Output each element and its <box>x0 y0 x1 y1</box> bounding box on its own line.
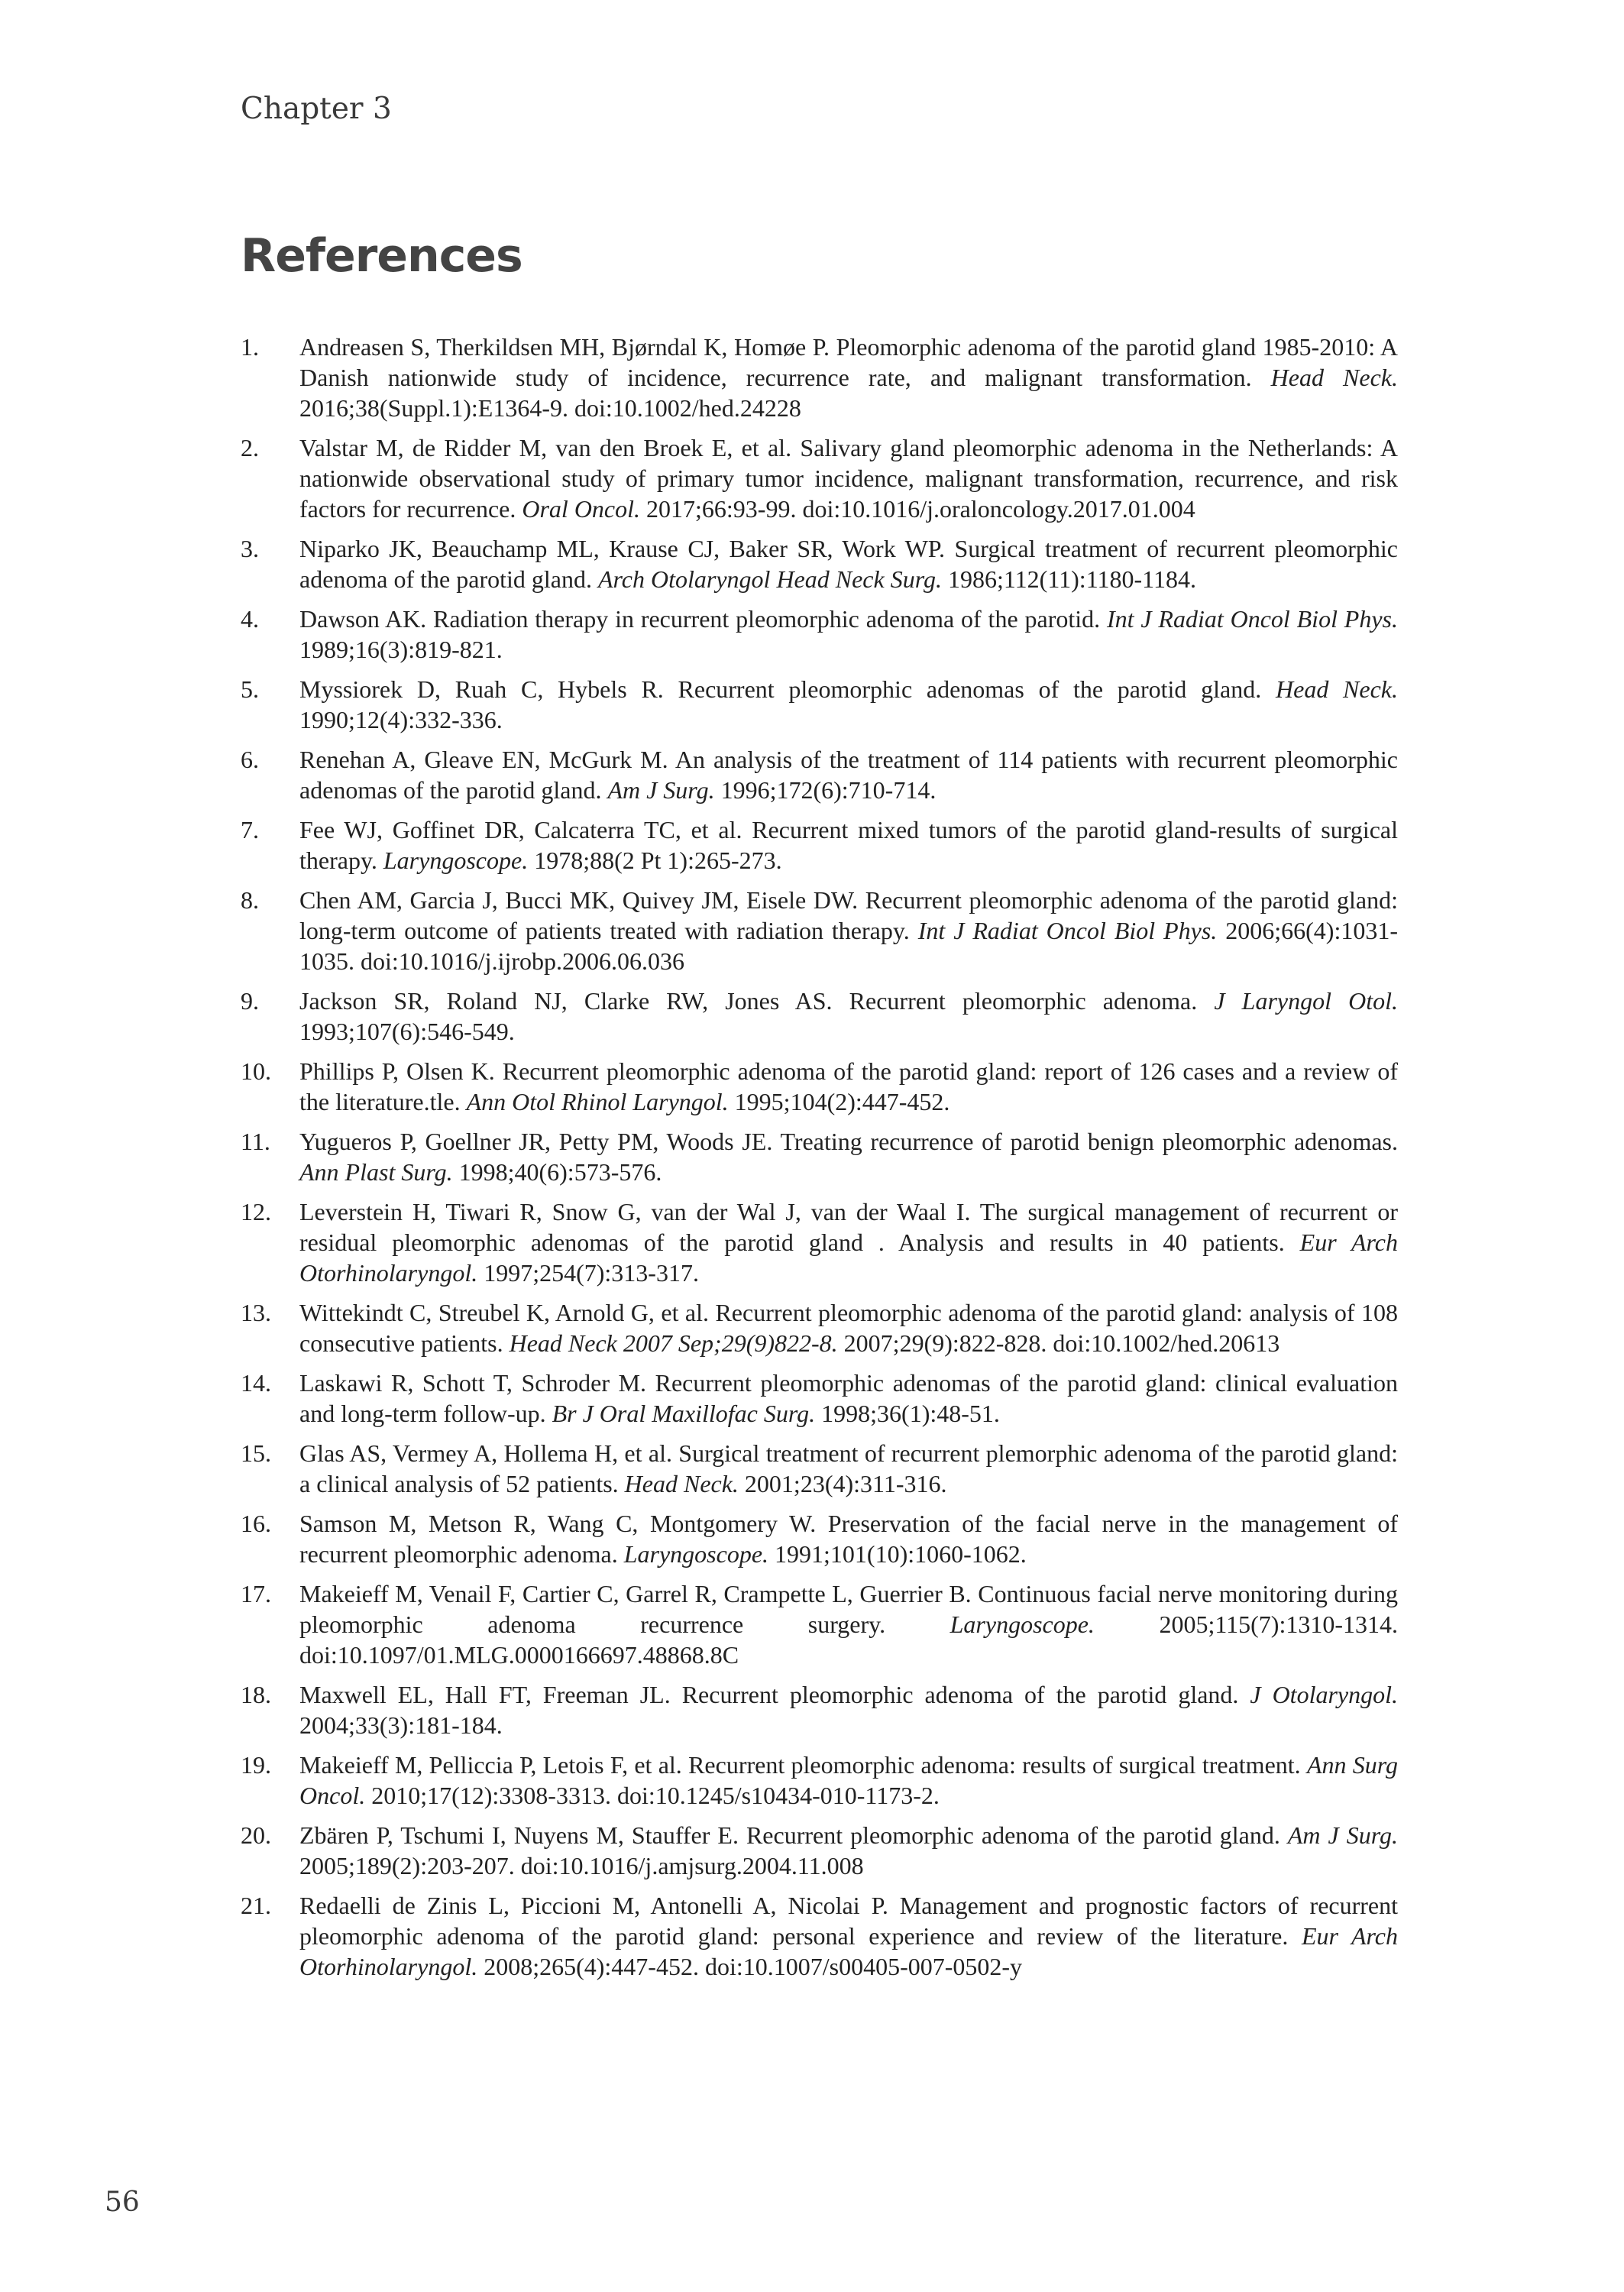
reference-authors-title: Myssiorek D, Ruah C, Hybels R. Recurrent pleomorphic adenomas of the parotid gland. <box>299 675 1276 703</box>
reference-item <box>241 1368 1398 1429</box>
reference-item <box>241 1438 1398 1499</box>
reference-citation: 1997;254(7):313-317. <box>477 1259 699 1287</box>
reference-number: 12. <box>241 1198 271 1225</box>
reference-item <box>241 1508 1398 1569</box>
reference-number: 14. <box>241 1369 271 1397</box>
reference-text <box>299 1196 1398 1288</box>
reference-number: 18. <box>241 1681 271 1708</box>
reference-item <box>241 533 1398 594</box>
reference-citation: 1998;36(1):48-51. <box>815 1400 1000 1427</box>
reference-citation: 1986;112(11):1180-1184. <box>941 565 1196 593</box>
reference-authors-title: Dawson AK. Radiation therapy in recurrent pleomorphic adenoma of the parotid. <box>299 605 1107 633</box>
reference-citation: 2008;265(4):447-452. doi:10.1007/s00405-007-0502-y <box>477 1953 1023 1980</box>
reference-authors-title: Fee WJ, Goffinet DR, Calcaterra TC, et al. Recurrent mixed tumors of the parotid gland-results of surgical therapy. <box>299 816 1398 874</box>
reference-authors-title: Jackson SR, Roland NJ, Clarke RW, Jones AS. Recurrent pleomorphic adenoma. <box>299 987 1215 1015</box>
reference-item <box>241 674 1398 735</box>
reference-journal: Am J Surg. <box>1287 1821 1399 1849</box>
reference-number: 15. <box>241 1439 271 1467</box>
reference-item <box>241 1297 1398 1358</box>
reference-citation: 2005;115(7):1310-1314. doi:10.1097/01.MLG.0000166697.48868.8C <box>299 1611 1399 1669</box>
reference-text <box>299 744 1398 805</box>
reference-authors-title: Redaelli de Zinis L, Piccioni M, Antonelli A, Nicolai P. Management and prognostic factors of recurrent pleomorphic adenoma of the parotid gland: personal experience and review of the literature. <box>299 1892 1398 1950</box>
reference-citation: 2016;38(Suppl.1):E1364-9. doi:10.1002/hed.24228 <box>299 394 801 422</box>
reference-authors-title: Samson M, Metson R, Wang C, Montgomery W. Preservation of the facial nerve in the management of recurrent pleomorphic adenoma. <box>299 1510 1398 1568</box>
reference-item <box>241 432 1398 524</box>
reference-journal: Laryngoscope. <box>623 1540 769 1568</box>
reference-journal: Int J Radiat Oncol Biol Phys. <box>917 917 1218 944</box>
reference-authors-title: Valstar M, de Ridder M, van den Broek E, et al. Salivary gland pleomorphic adenoma in the Netherlands: A nationwide observational study of primary tumor incidence, malignant transformation, recurrence, and risk factors for recurrence. <box>299 434 1398 523</box>
reference-text <box>299 1126 1398 1187</box>
reference-authors-title: Niparko JK, Beauchamp ML, Krause CJ, Baker SR, Work WP. Surgical treatment of recurrent pleomorphic adenoma of the parotid gland. <box>299 535 1398 593</box>
reference-text <box>299 1508 1398 1569</box>
reference-citation: 1996;172(6):710-714. <box>714 776 937 804</box>
reference-journal: Ann Plast Surg. <box>299 1158 453 1186</box>
reference-journal: Int J Radiat Oncol Biol Phys. <box>1106 605 1398 633</box>
reference-number: 13. <box>241 1299 271 1326</box>
reference-journal: J Otolaryngol. <box>1250 1681 1399 1708</box>
reference-citation: 2007;29(9):822-828. doi:10.1002/hed.20613 <box>837 1329 1280 1357</box>
reference-number: 4. <box>241 605 259 633</box>
reference-text <box>299 1297 1398 1358</box>
reference-item <box>241 1750 1398 1811</box>
reference-text <box>299 1820 1398 1881</box>
reference-citation: 1978;88(2 Pt 1):265-273. <box>528 847 782 874</box>
reference-number: 7. <box>241 816 259 843</box>
reference-text <box>299 674 1398 735</box>
reference-item <box>241 1196 1398 1288</box>
reference-text <box>299 814 1398 876</box>
reference-text <box>299 1438 1398 1499</box>
reference-authors-title: Makeieff M, Pelliccia P, Letois F, et al. Recurrent pleomorphic adenoma: results of surgical treatment. <box>299 1751 1307 1779</box>
reference-text <box>299 1578 1398 1670</box>
reference-journal: Ann Surg Oncol. <box>299 1751 1399 1809</box>
reference-text <box>299 432 1398 524</box>
reference-text <box>299 1368 1398 1429</box>
reference-citation: 1995;104(2):447-452. <box>728 1088 950 1115</box>
reference-item <box>241 1890 1398 1982</box>
reference-number: 20. <box>241 1821 271 1849</box>
reference-authors-title: Makeieff M, Venail F, Cartier C, Garrel R, Crampette L, Guerrier B. Continuous facial nerve monitoring during pleomorphic adenoma recurrence surgery. <box>299 1580 1398 1638</box>
reference-item <box>241 744 1398 805</box>
reference-journal: Eur Arch Otorhinolaryngol. <box>299 1922 1399 1980</box>
reference-text <box>299 986 1398 1047</box>
reference-journal: Head Neck 2007 Sep;29(9)822-8. <box>509 1329 838 1357</box>
reference-journal: Laryngoscope. <box>949 1611 1095 1638</box>
reference-journal: Br J Oral Maxillofac Surg. <box>552 1400 816 1427</box>
reference-authors-title: Wittekindt C, Streubel K, Arnold G, et al. Recurrent pleomorphic adenoma of the parotid gland: analysis of 108 consecutive patients. <box>299 1299 1398 1357</box>
reference-journal: Arch Otolaryngol Head Neck Surg. <box>597 565 942 593</box>
reference-journal: Head Neck. <box>1276 675 1399 703</box>
reference-text <box>299 1750 1398 1811</box>
reference-journal: J Laryngol Otol. <box>1214 987 1399 1015</box>
reference-number: 10. <box>241 1057 271 1085</box>
reference-journal: Eur Arch Otorhinolaryngol. <box>299 1229 1399 1287</box>
reference-item <box>241 1126 1398 1187</box>
reference-number: 8. <box>241 886 259 914</box>
reference-authors-title: Chen AM, Garcia J, Bucci MK, Quivey JM, Eisele DW. Recurrent pleomorphic adenoma of the parotid gland: long-term outcome of patients treated with radiation therapy. <box>299 886 1398 944</box>
reference-item <box>241 1056 1398 1117</box>
reference-item <box>241 1820 1398 1881</box>
reference-number: 6. <box>241 746 259 773</box>
reference-number: 21. <box>241 1892 271 1919</box>
reference-item <box>241 986 1398 1047</box>
reference-number: 16. <box>241 1510 271 1537</box>
reference-number: 9. <box>241 987 259 1015</box>
reference-text <box>299 885 1398 976</box>
running-head: Chapter 3 <box>241 92 392 126</box>
reference-authors-title: Leverstein H, Tiwari R, Snow G, van der Wal J, van der Waal I. The surgical management of recurrent or residual pleomorphic adenomas of the parotid gland . Analysis and results in 40 patients. <box>299 1198 1398 1256</box>
reference-number: 17. <box>241 1580 271 1607</box>
reference-item <box>241 814 1398 876</box>
reference-item <box>241 1679 1398 1740</box>
reference-citation: 1990;12(4):332-336. <box>299 706 503 733</box>
reference-journal: Am J Surg. <box>607 776 715 804</box>
reference-journal: Laryngoscope. <box>383 847 529 874</box>
reference-text <box>299 1890 1398 1982</box>
reference-number: 1. <box>241 333 259 361</box>
reference-number: 19. <box>241 1751 271 1779</box>
reference-authors-title: Glas AS, Vermey A, Hollema H, et al. Surgical treatment of recurrent plemorphic adenoma of the parotid gland: a clinical analysis of 52 patients. <box>299 1439 1398 1497</box>
reference-number: 2. <box>241 434 259 461</box>
reference-citation: 2004;33(3):181-184. <box>299 1711 503 1739</box>
reference-authors-title: Yugueros P, Goellner JR, Petty PM, Woods JE. Treating recurrence of parotid benign pleomorphic adenomas. <box>299 1128 1398 1155</box>
reference-authors-title: Maxwell EL, Hall FT, Freeman JL. Recurrent pleomorphic adenoma of the parotid gland. <box>299 1681 1250 1708</box>
reference-authors-title: Andreasen S, Therkildsen MH, Bjørndal K, Homøe P. Pleomorphic adenoma of the parotid gland 1985-2010: A Danish nationwide study of incidence, recurrence rate, and malignant transformation. <box>299 333 1398 391</box>
reference-text <box>299 1679 1398 1740</box>
reference-list <box>241 332 1398 1991</box>
reference-authors-title: Phillips P, Olsen K. Recurrent pleomorphic adenoma of the parotid gland: report of 126 cases and a review of the literature.tle. <box>299 1057 1398 1115</box>
reference-number: 3. <box>241 535 259 562</box>
reference-citation: 2010;17(12):3308-3313. doi:10.1245/s10434-010-1173-2. <box>365 1782 940 1809</box>
reference-citation: 1993;107(6):546-549. <box>299 1018 515 1045</box>
reference-text <box>299 533 1398 594</box>
section-title: References <box>241 229 522 283</box>
reference-item <box>241 885 1398 976</box>
reference-item <box>241 332 1398 423</box>
reference-citation: 1998;40(6):573-576. <box>452 1158 662 1186</box>
reference-number: 11. <box>241 1128 270 1155</box>
reference-citation: 2001;23(4):311-316. <box>738 1470 947 1497</box>
reference-authors-title: Laskawi R, Schott T, Schroder M. Recurrent pleomorphic adenomas of the parotid gland: clinical evaluation and long-term follow-up. <box>299 1369 1398 1427</box>
reference-authors-title: Zbären P, Tschumi I, Nuyens M, Stauffer E. Recurrent pleomorphic adenoma of the parotid gland. <box>299 1821 1288 1849</box>
reference-text <box>299 1056 1398 1117</box>
reference-journal: Oral Oncol. <box>522 495 641 523</box>
reference-citation: 1991;101(10):1060-1062. <box>768 1540 1027 1568</box>
reference-number: 5. <box>241 675 259 703</box>
reference-citation: 2006;66(4):1031-1035. doi:10.1016/j.ijrobp.2006.06.036 <box>299 917 1399 975</box>
reference-authors-title: Renehan A, Gleave EN, McGurk M. An analysis of the treatment of 114 patients with recurrent pleomorphic adenomas of the parotid gland. <box>299 746 1398 804</box>
reference-journal: Head Neck. <box>624 1470 739 1497</box>
reference-item <box>241 604 1398 665</box>
reference-citation: 2017;66:93-99. doi:10.1016/j.oraloncology.2017.01.004 <box>640 495 1195 523</box>
reference-journal: Head Neck. <box>1270 364 1399 391</box>
reference-item <box>241 1578 1398 1670</box>
reference-citation: 1989;16(3):819-821. <box>299 636 503 663</box>
reference-journal: Ann Otol Rhinol Laryngol. <box>466 1088 729 1115</box>
reference-text <box>299 332 1398 423</box>
page-number: 56 <box>105 2187 140 2218</box>
reference-text <box>299 604 1398 665</box>
reference-citation: 2005;189(2):203-207. doi:10.1016/j.amjsurg.2004.11.008 <box>299 1852 864 1879</box>
